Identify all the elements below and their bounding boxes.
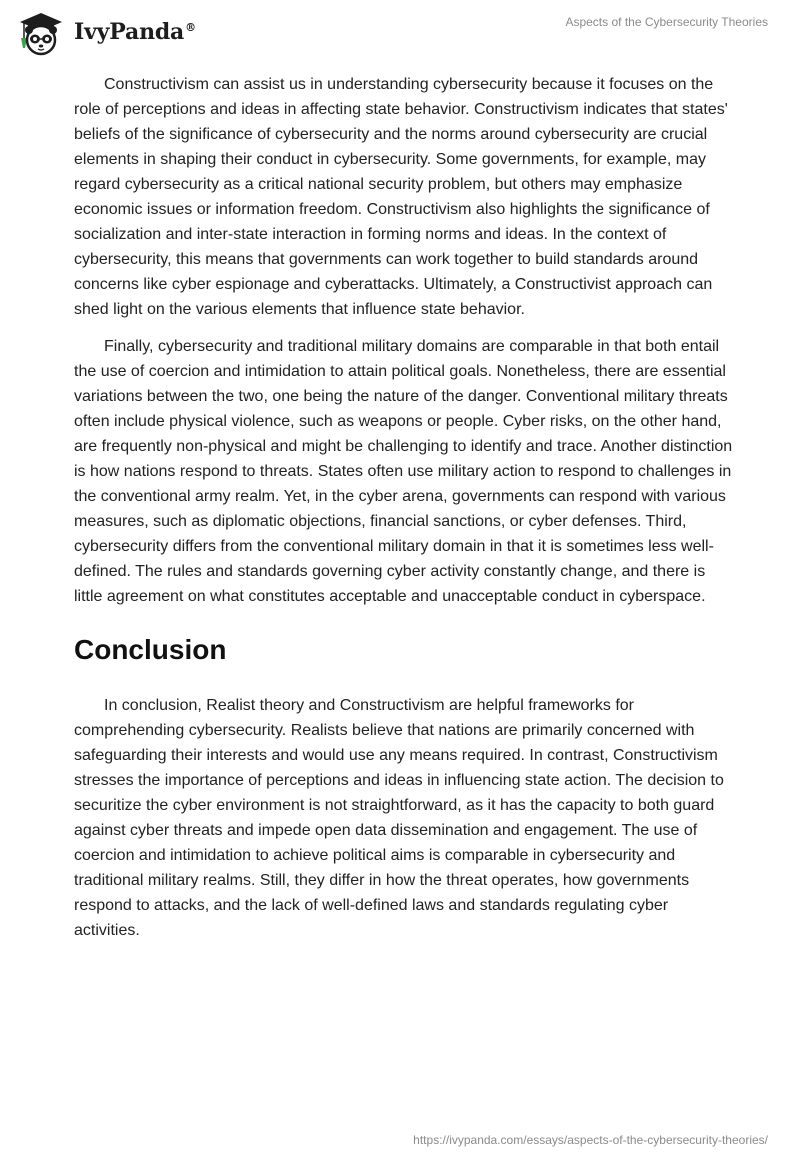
panda-logo-icon — [14, 8, 68, 56]
source-url[interactable]: https://ivypanda.com/essays/aspects-of-the-cybersecurity-theories/ — [413, 1133, 768, 1147]
essay-body — [74, 72, 734, 955]
conclusion-heading: Conclusion — [74, 634, 227, 665]
paragraph-conclusion: In conclusion, Realist theory and Constructivism are helpful frameworks for comprehending cybersecurity. Realists believe that nations are primarily concerned with safeguarding their interests and would use any means required. In contrast, Constructivism stresses the importance of perceptions and ideas in influencing state action. The decision to securitize the cyber environment is not straightforward, as it has the capacity to both guard against cyber threats and impede open data dissemination and engagement. The use of coercion and intimidation to achieve political aims is comparable in cybersecurity and traditional military realms. Still, they differ in how the threat operates, how governments respond to attacks, and the lack of well-defined laws and standards regulating cyber activities. — [74, 697, 724, 939]
document-title: Aspects of the Cybersecurity Theories — [565, 15, 768, 29]
paragraph-constructivism: Constructivism can assist us in understanding cybersecurity because it focuses on the role of perceptions and ideas in affecting state behavior. Constructivism indicates that states' beliefs of the significance of cybersecurity and the norms around cybersecurity are crucial elements in shaping their conduct in cybersecurity. Some governments, for example, may regard cybersecurity as a critical national security problem, but others may emphasize economic issues or information freedom. Constructivism also highlights the significance of socialization and inter-state interaction in forming norms and ideas. In the context of cybersecurity, this means that governments can work together to build standards around concerns like cyber espionage and cyberattacks. Ultimately, a Constructivist approach can shed light on the various elements that influence state behavior. — [74, 76, 728, 318]
paragraph-military-domains: Finally, cybersecurity and traditional military domains are comparable in that both entail the use of coercion and intimidation to attain political goals. Nonetheless, there are essential variations between the two, one being the nature of the danger. Conventional military threats often include physical violence, such as weapons or people. Cyber risks, on the other hand, are frequently non-physical and might be challenging to identify and trace. Another distinction is how nations respond to threats. States often use military action to respond to challenges in the conventional army realm. Yet, in the cyber arena, governments can respond with various measures, such as diplomatic objections, financial sanctions, or cyber defenses. Third, cybersecurity differs from the conventional military domain in that it is sometimes less well-defined. The rules and standards governing cyber activity constantly change, and there is little agreement on what constitutes acceptable and unacceptable conduct in cyberspace. — [74, 338, 733, 605]
ivypanda-logo[interactable] — [14, 8, 196, 56]
logo-wordmark: IvyPanda® — [74, 19, 196, 45]
page-header — [0, 0, 800, 60]
